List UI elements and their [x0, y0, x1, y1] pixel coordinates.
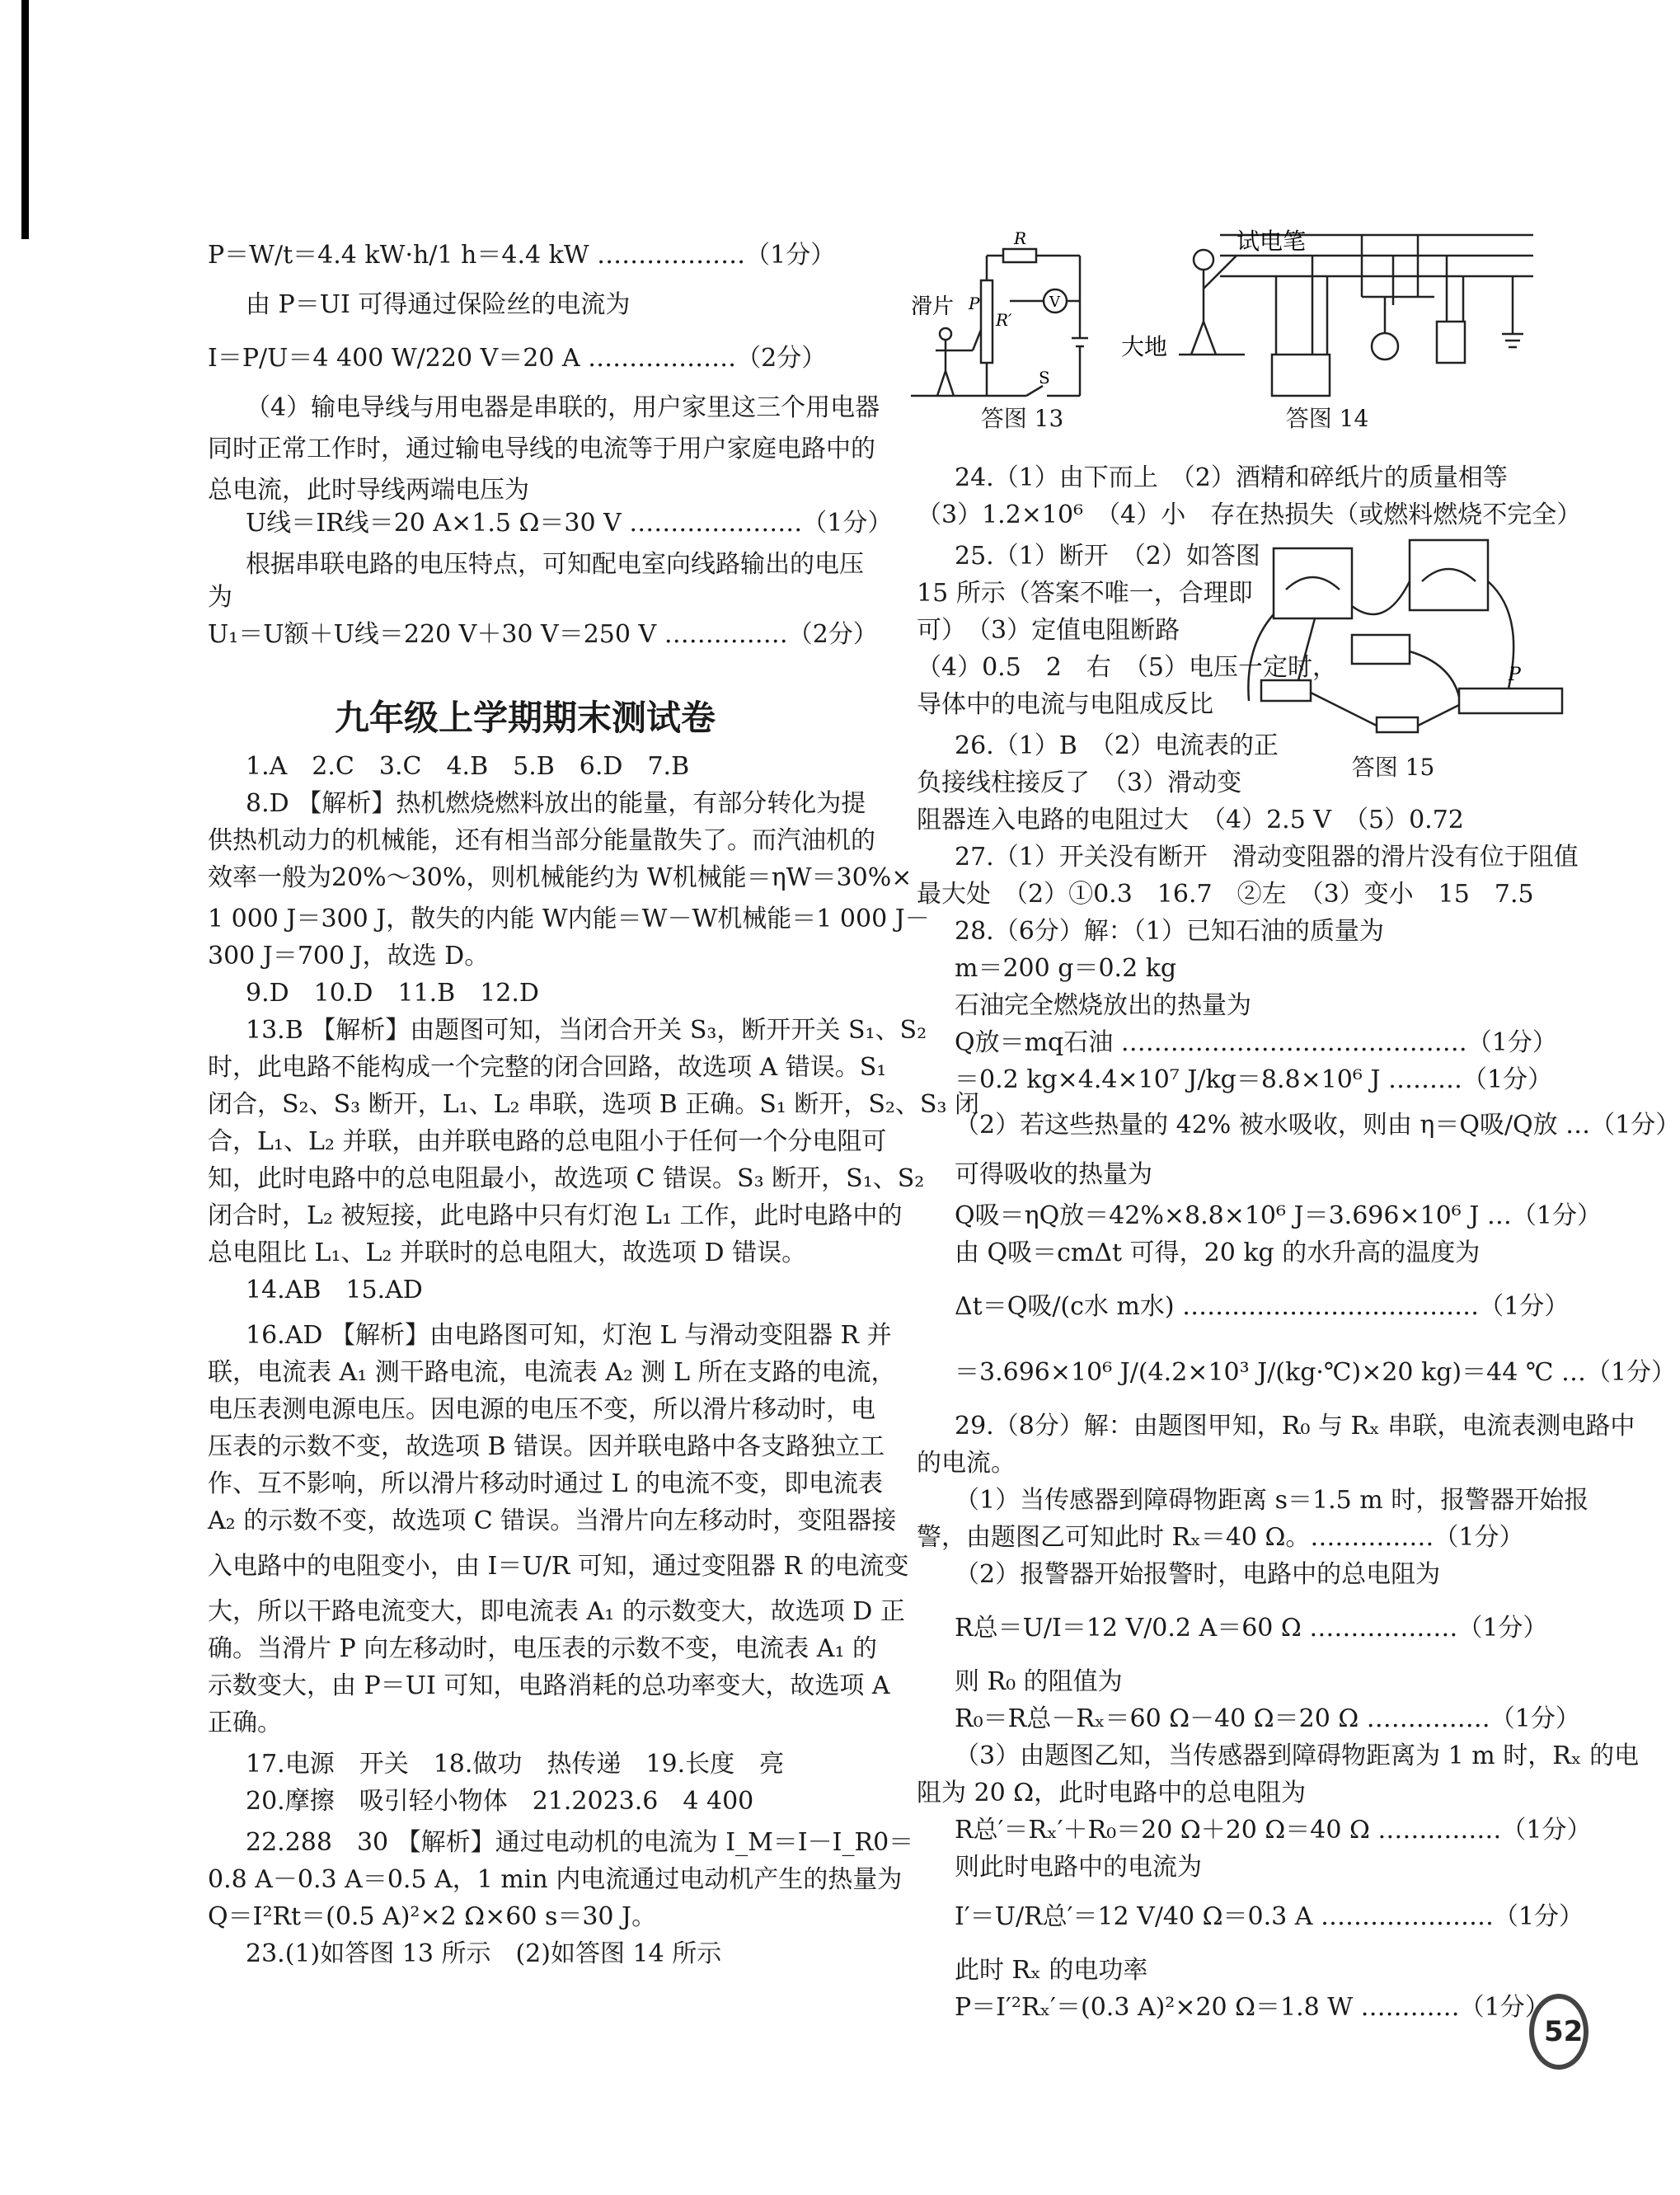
- text-line: （1）当传感器到障碍物距离 s＝1.5 m 时，报警器开始报: [955, 1486, 1589, 1515]
- text-line: 27.（1）开关没有断开 滑动变阻器的滑片没有位于阻值: [955, 843, 1579, 872]
- text-line: （4）0.5 2 右 （5）电压一定时，: [917, 653, 1337, 682]
- text-line: 确。当滑片 P 向左移动时，电压表的示数不变，电流表 A₁ 的: [208, 1634, 878, 1663]
- text-line: 的电流。: [917, 1449, 1016, 1478]
- text-line: Q放＝mq石油 ……………………………………（1分）: [955, 1028, 1557, 1057]
- text-line: 由 Q吸＝cmΔt 可得，20 kg 的水升高的温度为: [955, 1239, 1481, 1267]
- circuit-diagram-14: [1121, 223, 1558, 412]
- text-line: U₁＝U额＋U线＝220 V＋30 V＝250 V ……………（2分）: [208, 620, 878, 649]
- text-line: 作、互不影响，所以滑片移动时通过 L 的电流不变，即电流表: [208, 1469, 883, 1498]
- text-line: 300 J＝700 J，故选 D。: [208, 942, 490, 971]
- text-line: 电压表测电源电压。因电源的电压不变，所以滑片移动时，电: [208, 1395, 875, 1424]
- text-line: 可） （3）定值电阻断路: [917, 616, 1180, 645]
- figure-label: P: [1509, 665, 1521, 685]
- text-line: 警，由题图乙可知此时 Rₓ＝40 Ω。……………（1分）: [917, 1523, 1524, 1552]
- text-line: I′＝U/R总′＝12 V/40 Ω＝0.3 A …………………（1分）: [955, 1902, 1584, 1931]
- text-line: 正确。: [208, 1709, 282, 1737]
- text-line: R总′＝Rₓ′＋R₀＝20 Ω＋20 Ω＝40 Ω ……………（1分）: [955, 1816, 1592, 1845]
- text-line: R总＝U/I＝12 V/0.2 A＝60 Ω ………………（1分）: [955, 1614, 1548, 1643]
- text-line: 总电流，此时导线两端电压为: [208, 476, 529, 505]
- text-line: 导体中的电流与电阻成反比: [917, 690, 1213, 719]
- text-line: 可得吸收的热量为: [955, 1160, 1152, 1189]
- text-line: R₀＝R总－Rₓ＝60 Ω－40 Ω＝20 Ω ……………（1分）: [955, 1704, 1580, 1733]
- figure-caption: 答图 14: [1285, 405, 1369, 432]
- text-line: 28.（6分）解：（1）已知石油的质量为: [955, 917, 1384, 946]
- text-line: 0.8 A－0.3 A＝0.5 A，1 min 内电流通过电动机产生的热量为: [208, 1865, 903, 1894]
- figure-label: P: [969, 294, 980, 313]
- text-line: 则 R₀ 的阻值为: [955, 1667, 1123, 1696]
- text-line: （2）若这些热量的 42% 被水吸收，则由 η＝Q吸/Q放 …（1分）: [955, 1111, 1680, 1140]
- text-line: 23.(1)如答图 13 所示 (2)如答图 14 所示: [246, 1939, 722, 1968]
- text-line: 同时正常工作时，通过输电导线的电流等于用户家庭电路中的: [208, 435, 875, 463]
- circuit-diagram-13: [911, 228, 1117, 412]
- text-line: 16.AD 【解析】由电路图可知，灯泡 L 与滑动变阻器 R 并: [246, 1321, 892, 1350]
- text-line: m＝200 g＝0.2 kg: [955, 954, 1177, 983]
- text-line: 效率一般为20%～30%，则机械能约为 W机械能＝ηW＝30%×: [208, 863, 913, 892]
- figure-label: R′: [996, 310, 1012, 330]
- text-line: 则此时电路中的电流为: [955, 1853, 1202, 1882]
- text-line: 阻为 20 Ω，此时电路中的总电阻为: [917, 1779, 1307, 1807]
- text-line: 26.（1）B （2）电流表的正: [955, 731, 1279, 760]
- text-line: ＝3.696×10⁶ J/(4.2×10³ J/(kg·℃)×20 kg)＝44 ℃ …（1分）: [955, 1358, 1677, 1387]
- left-margin-rule: [21, 0, 29, 239]
- text-line: ＝0.2 kg×4.4×10⁷ J/kg＝8.8×10⁶ J ………（1分）: [955, 1065, 1553, 1094]
- text-line: 25.（1）断开 （2）如答图: [955, 542, 1260, 571]
- text-line: （3）由题图乙知，当传感器到障碍物距离为 1 m 时，Rₓ 的电: [955, 1741, 1640, 1770]
- text-line: 闭合，S₂、S₃ 断开，L₁、L₂ 串联，选项 B 正确。S₁ 断开，S₂、S₃ 闭: [208, 1090, 980, 1119]
- text-line: （3）1.2×10⁶ （4）小 存在热损失（或燃料燃烧不完全）: [917, 501, 1582, 529]
- text-line: U线＝IR线＝20 A×1.5 Ω＝30 V …………………（1分）: [246, 509, 893, 538]
- text-line: 石油完全燃烧放出的热量为: [955, 991, 1251, 1020]
- text-line: 时，此电路不能构成一个完整的闭合回路，故选项 A 错误。S₁: [208, 1053, 887, 1082]
- text-line: Δt＝Q吸/(c水 m水) ………………………………（1分）: [955, 1292, 1570, 1321]
- text-line: 示数变大，由 P＝UI 可知，电路消耗的总功率变大，故选项 A: [208, 1671, 890, 1700]
- figure-label: R: [1014, 228, 1027, 248]
- text-line: 13.B 【解析】由题图可知，当闭合开关 S₃，断开开关 S₁、S₂: [246, 1016, 927, 1045]
- text-line: P＝W/t＝4.4 kW·h/1 h＝4.4 kW ………………（1分）: [208, 241, 836, 270]
- text-line: Q吸＝ηQ放＝42%×8.8×10⁶ J＝3.696×10⁶ J …（1分）: [955, 1201, 1602, 1230]
- text-line: 20.摩擦 吸引轻小物体 21.2023.6 4 400: [246, 1787, 754, 1816]
- figure-caption: 答图 13: [980, 405, 1064, 432]
- figure-label: S: [1039, 368, 1050, 388]
- text-line: 大，所以干路电流变大，即电流表 A₁ 的示数变大，故选项 D 正: [208, 1597, 905, 1626]
- text-line: 压表的示数不变，故选项 B 错误。因并联电路中各支路独立工: [208, 1432, 885, 1461]
- figure-label: 试电笔: [1237, 228, 1307, 255]
- figure-label: 滑片: [911, 294, 955, 319]
- text-line: 29.（8分）解：由题图甲知，R₀ 与 Rₓ 串联，电流表测电路中: [955, 1412, 1635, 1441]
- text-line: 阻器连入电路的电阻过大 （4）2.5 V （5）0.72: [917, 806, 1464, 834]
- figure-label: 大地: [1121, 333, 1168, 360]
- text-line: 15 所示（答案不唯一，合理即: [917, 579, 1253, 608]
- text-line: 此时 Rₓ 的电功率: [955, 1956, 1148, 1985]
- text-line: P＝I′²Rₓ′＝(0.3 A)²×20 Ω＝1.8 W …………（1分）: [955, 1993, 1550, 2022]
- figure-caption: 答图 15: [1351, 754, 1435, 781]
- text-line: 22.288 30 【解析】通过电动机的电流为 I_M＝I－I_R0＝: [246, 1828, 914, 1857]
- text-line: 总电阻比 L₁、L₂ 并联时的总电阻大，故选项 D 错误。: [208, 1239, 807, 1267]
- text-line: 1.A 2.C 3.C 4.B 5.B 6.D 7.B: [246, 752, 690, 781]
- text-line: 知，此时电路中的总电阻最小，故选项 C 错误。S₃ 断开，S₁、S₂: [208, 1164, 925, 1193]
- text-line: 最大处 （2）①0.3 16.7 ②左 （3）变小 15 7.5: [917, 880, 1534, 909]
- text-line: A₂ 的示数不变，故选项 C 错误。当滑片向左移动时，变阻器接: [208, 1506, 897, 1535]
- text-line: 闭合时，L₂ 被短接，此电路中只有灯泡 L₁ 工作，此时电路中的: [208, 1201, 903, 1230]
- text-line: 供热机动力的机械能，还有相当部分能量散失了。而汽油机的: [208, 826, 875, 855]
- text-line: 负接线柱接反了 （3）滑动变: [917, 768, 1242, 797]
- text-line: 为: [208, 583, 232, 612]
- text-line: 联，电流表 A₁ 测干路电流，电流表 A₂ 测 L 所在支路的电流，: [208, 1358, 896, 1387]
- text-line: 8.D 【解析】热机燃烧燃料放出的能量，有部分转化为提: [246, 789, 866, 818]
- text-line: 9.D 10.D 11.B 12.D: [246, 979, 539, 1008]
- text-line: 根据串联电路的电压特点，可知配电室向线路输出的电压: [246, 550, 864, 579]
- section-title: 九年级上学期期末测试卷: [334, 698, 716, 738]
- page-number-badge: 52: [1529, 1994, 1588, 2070]
- text-line: Q＝I²Rt＝(0.5 A)²×2 Ω×60 s＝30 J。: [208, 1902, 657, 1931]
- text-line: （4）输电导线与用电器是串联的，用户家里这三个用电器: [246, 393, 880, 422]
- text-line: 24.（1）由下而上 （2）酒精和碎纸片的质量相等: [955, 463, 1508, 492]
- voltmeter-label: V: [1049, 294, 1060, 311]
- text-line: 入电路中的电阻变小，由 I＝U/R 可知，通过变阻器 R 的电流变: [208, 1552, 909, 1581]
- text-line: 由 P＝UI 可得通过保险丝的电流为: [246, 290, 631, 319]
- text-line: I＝P/U＝4 400 W/220 V＝20 A ………………（2分）: [208, 344, 827, 373]
- text-line: 合，L₁、L₂ 并联，由并联电路的总电阻小于任何一个分电阻可: [208, 1127, 887, 1156]
- circuit-diagram-15: [1237, 540, 1566, 746]
- text-line: 1 000 J＝300 J，散失的内能 W内能＝W－W机械能＝1 000 J－: [208, 905, 930, 933]
- text-line: 14.AB 15.AD: [246, 1276, 423, 1304]
- text-line: （2）报警器开始报警时，电路中的总电阻为: [955, 1560, 1441, 1589]
- text-line: 17.电源 开关 18.做功 热传递 19.长度 亮: [246, 1750, 785, 1779]
